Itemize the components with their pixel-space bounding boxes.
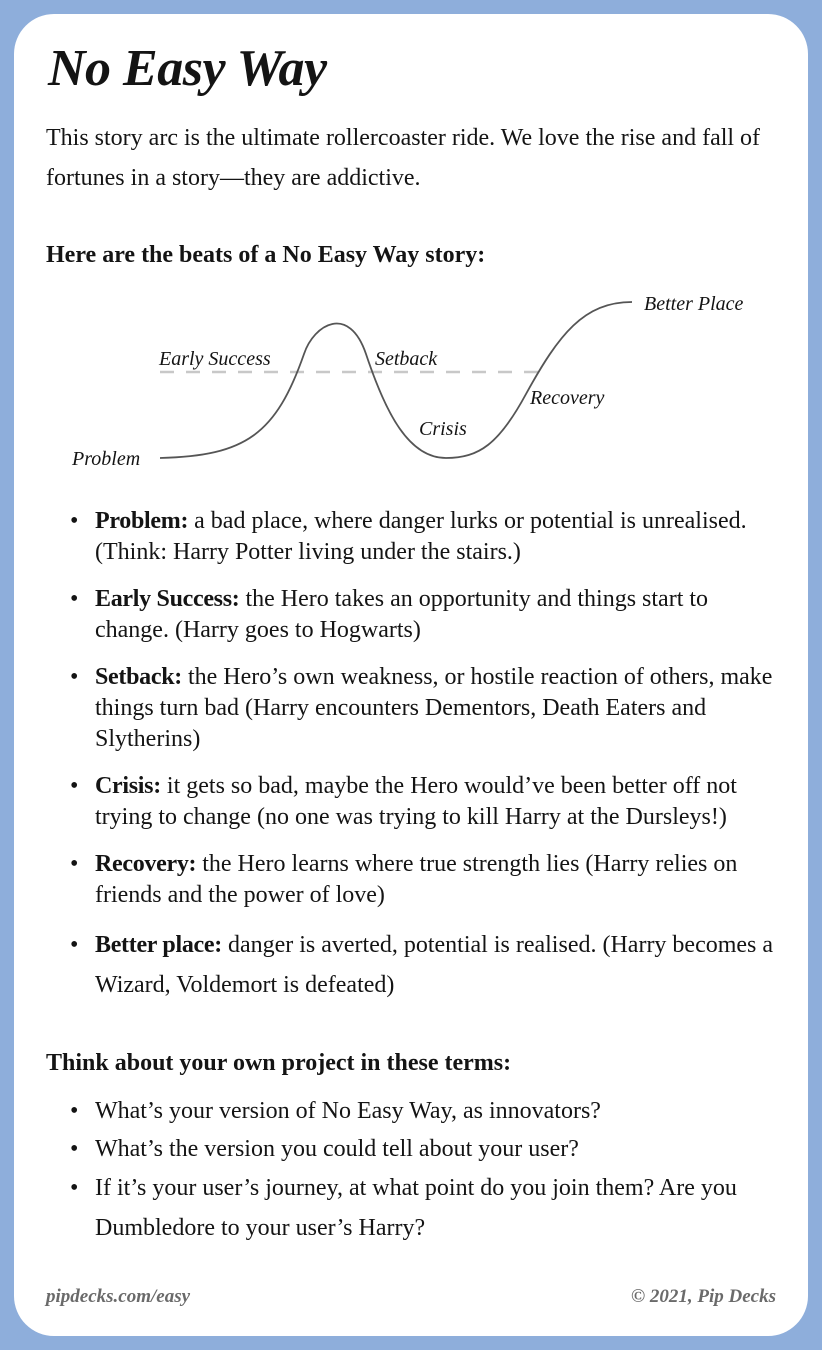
beats-heading: Here are the beats of a No Easy Way story: <box>46 242 486 268</box>
arc-curve <box>160 302 632 458</box>
beat-description: the Hero learns where true strength lies (Harry relies on friends and the power of love) <box>95 851 738 908</box>
beat-term: Setback: <box>95 664 182 690</box>
beat-item-setback <box>14 662 775 755</box>
questions-list <box>14 1092 775 1248</box>
beat-description: the Hero takes an opportunity and things start to change. (Harry goes to Hogwarts) <box>95 586 709 643</box>
arc-label-recovery: Recovery <box>530 387 605 409</box>
question-item: • What’s your version of No Easy Way, as innovators? <box>14 1092 775 1130</box>
beat-item-crisis <box>14 771 775 833</box>
beat-item-better-place <box>14 925 775 1005</box>
beat-term: Better place: <box>95 932 222 958</box>
beats-list <box>14 506 775 1021</box>
arc-label-better-place: Better Place <box>644 293 744 315</box>
beat-term: Problem: <box>95 508 189 534</box>
project-heading: Think about your own project in these terms: <box>46 1050 512 1076</box>
card-title: No Easy Way <box>48 40 327 97</box>
arc-label-crisis: Crisis <box>419 418 467 440</box>
footer-copyright: © 2021, Pip Decks <box>630 1286 776 1307</box>
question-item: • What’s the version you could tell about your user? <box>14 1130 775 1168</box>
intro-paragraph: This story arc is the ultimate rollercoaster ride. We love the rise and fall of fortunes in a story—they are addictive. <box>46 125 761 191</box>
arc-label-early-success: Early Success <box>159 348 271 370</box>
beat-item-early-success <box>14 584 775 646</box>
beat-description: danger is averted, potential is realised. (Harry becomes a Wizard, Voldemort is defeated) <box>95 932 774 998</box>
story-card <box>14 14 808 1336</box>
story-arc-diagram <box>14 284 808 484</box>
beat-term: Early Success: <box>95 586 240 612</box>
beat-description: it gets so bad, maybe the Hero would’ve been better off not trying to change (no one was trying to kill Harry at the Dursleys!) <box>95 773 737 830</box>
beat-description: the Hero’s own weakness, or hostile reaction of others, make things turn bad (Harry encounters Dementors, Death Eaters and Slytherins) <box>95 664 773 752</box>
beat-item-recovery <box>14 849 775 911</box>
question-item: • If it’s your user’s journey, at what point do you join them? Are you Dumbledore to your user’s Harry? <box>14 1168 775 1248</box>
beat-term: Recovery: <box>95 851 197 877</box>
beat-description: a bad place, where danger lurks or potential is unrealised. (Think: Harry Potter living under the stairs.) <box>95 508 747 565</box>
beat-item-problem <box>14 506 775 568</box>
beat-term: Crisis: <box>95 773 161 799</box>
arc-label-setback: Setback <box>375 348 438 370</box>
arc-label-problem: Problem <box>72 448 141 470</box>
footer-link[interactable]: pipdecks.com/easy <box>46 1286 191 1307</box>
